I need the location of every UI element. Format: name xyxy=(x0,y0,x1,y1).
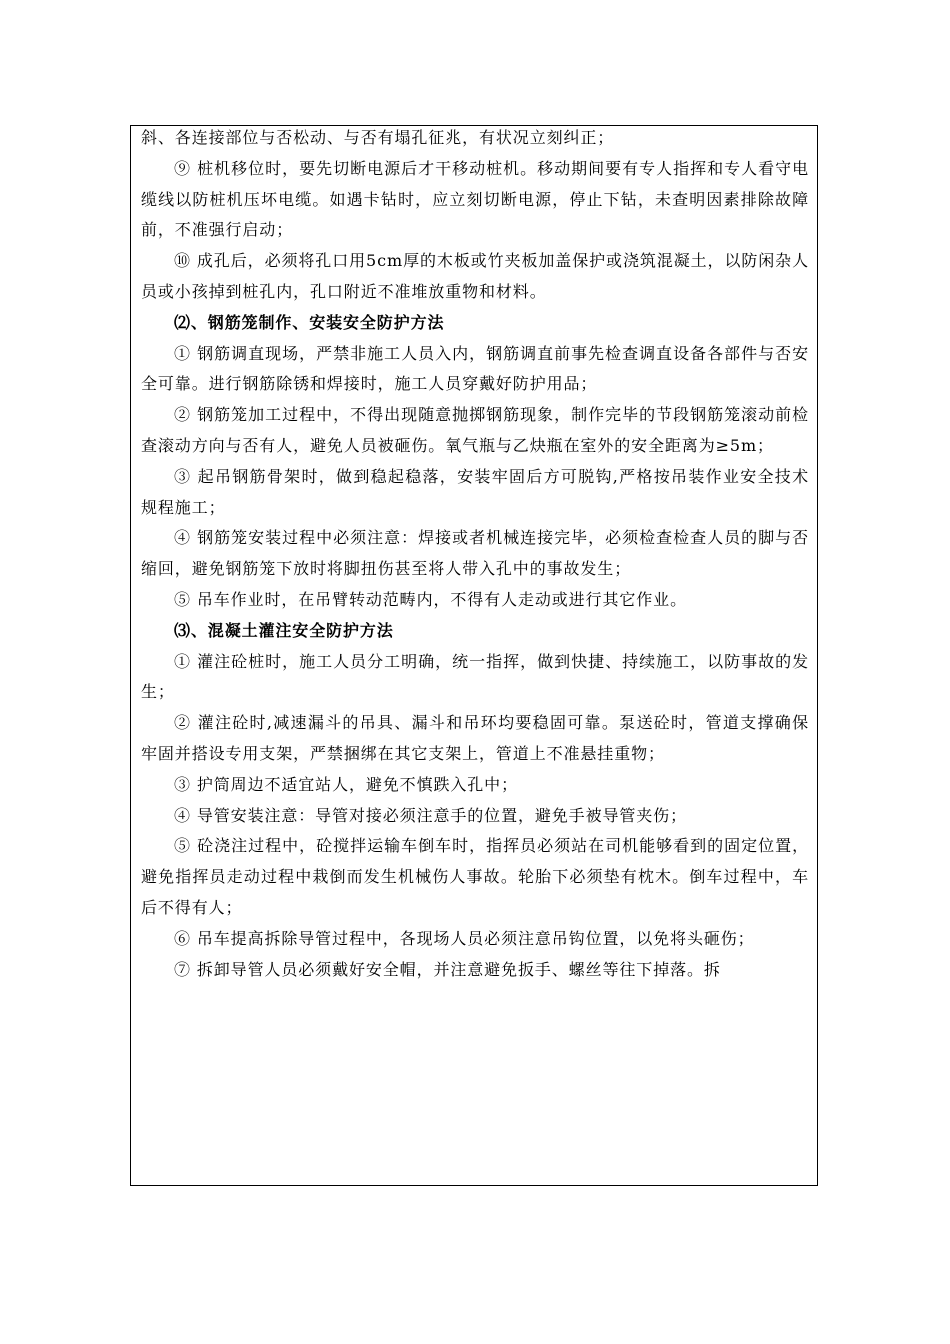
section-heading-concrete-pouring: ⑶、混凝土灌注安全防护方法 xyxy=(174,620,394,640)
list-item-rebar-2: ② 钢筋笼加工过程中，不得出现随意抛掷钢筋现象，制作完毕的节段钢筋笼滚动前检查滚动方向与否有人，避免人员被砸伤。氧气瓶与乙炔瓶在室外的安全距离为≥5m； xyxy=(141,405,809,455)
list-item-concrete-1: ① 灌注砼桩时，施工人员分工明确，统一指挥，做到快捷、持续施工，以防事故的发生； xyxy=(141,651,809,702)
list-item-rebar-4: ④ 钢筋笼安装过程中必须注意：焊接或者机械连接完毕，必须检查检查人员的脚与否缩回，避免钢筋笼下放时将脚扭伤甚至将人带入孔中的事故发生； xyxy=(141,528,809,579)
list-item-rebar-3: ③ 起吊钢筋骨架时，做到稳起稳落，安装牢固后方可脱钩,严格按吊装作业安全技术规程施工； xyxy=(141,466,809,517)
list-item-concrete-7: ⑦ 拆卸导管人员必须戴好安全帽，并注意避免扳手、螺丝等往下掉落。拆 xyxy=(174,959,721,979)
list-item-concrete-2: ② 灌注砼时,减速漏斗的吊具、漏斗和吊环均要稳固可靠。泵送砼时，管道支撑确保牢固并搭设专用支架，严禁捆绑在其它支架上，管道上不准悬挂重物； xyxy=(141,713,809,763)
list-item-9: ⑨ 桩机移位时，要先切断电源后才干移动桩机。移动期间要有专人指挥和专人看守电缆线以防桩机压坏电缆。如遇卡钻时，应立刻切断电源，停止下钻，未查明因素排除故障前，不准强行启动； xyxy=(141,158,809,240)
section-heading-rebar-cage: ⑵、钢筋笼制作、安装安全防护方法 xyxy=(174,312,445,332)
document-body xyxy=(141,125,809,985)
list-item-rebar-1: ① 钢筋调直现场，严禁非施工人员入内，钢筋调直前事先检查调直设备各部件与否安全可靠。进行钢筋除锈和焊接时，施工人员穿戴好防护用品； xyxy=(141,343,809,394)
list-item-rebar-5: ⑤ 吊车作业时，在吊臂转动范畴内，不得有人走动或进行其它作业。 xyxy=(174,589,687,609)
list-item-concrete-4: ④ 导管安装注意：导管对接必须注意手的位置，避免手被导管夹伤； xyxy=(174,805,687,825)
document-frame xyxy=(130,125,818,1186)
list-item-concrete-3: ③ 护筒周边不适宜站人，避免不慎跌入孔中； xyxy=(174,774,518,794)
list-item-concrete-5: ⑤ 砼浇注过程中，砼搅拌运输车倒车时，指挥员必须站在司机能够看到的固定位置，避免指挥员走动过程中栽倒而发生机械伤人事故。轮胎下必须垫有枕木。倒车过程中，车后不得有人； xyxy=(141,836,809,917)
paragraph-continued: 斜、各连接部位与否松动、与否有塌孔征兆，有状况立刻纠正； xyxy=(141,128,615,147)
list-item-concrete-6: ⑥ 吊车提高拆除导管过程中，各现场人员必须注意吊钩位置，以免将头砸伤； xyxy=(174,928,755,948)
list-item-10: ⑩ 成孔后，必须将孔口用5cm厚的木板或竹夹板加盖保护或浇筑混凝土，以防闲杂人员或小孩掉到桩孔内，孔口附近不准堆放重物和材料。 xyxy=(141,251,809,301)
